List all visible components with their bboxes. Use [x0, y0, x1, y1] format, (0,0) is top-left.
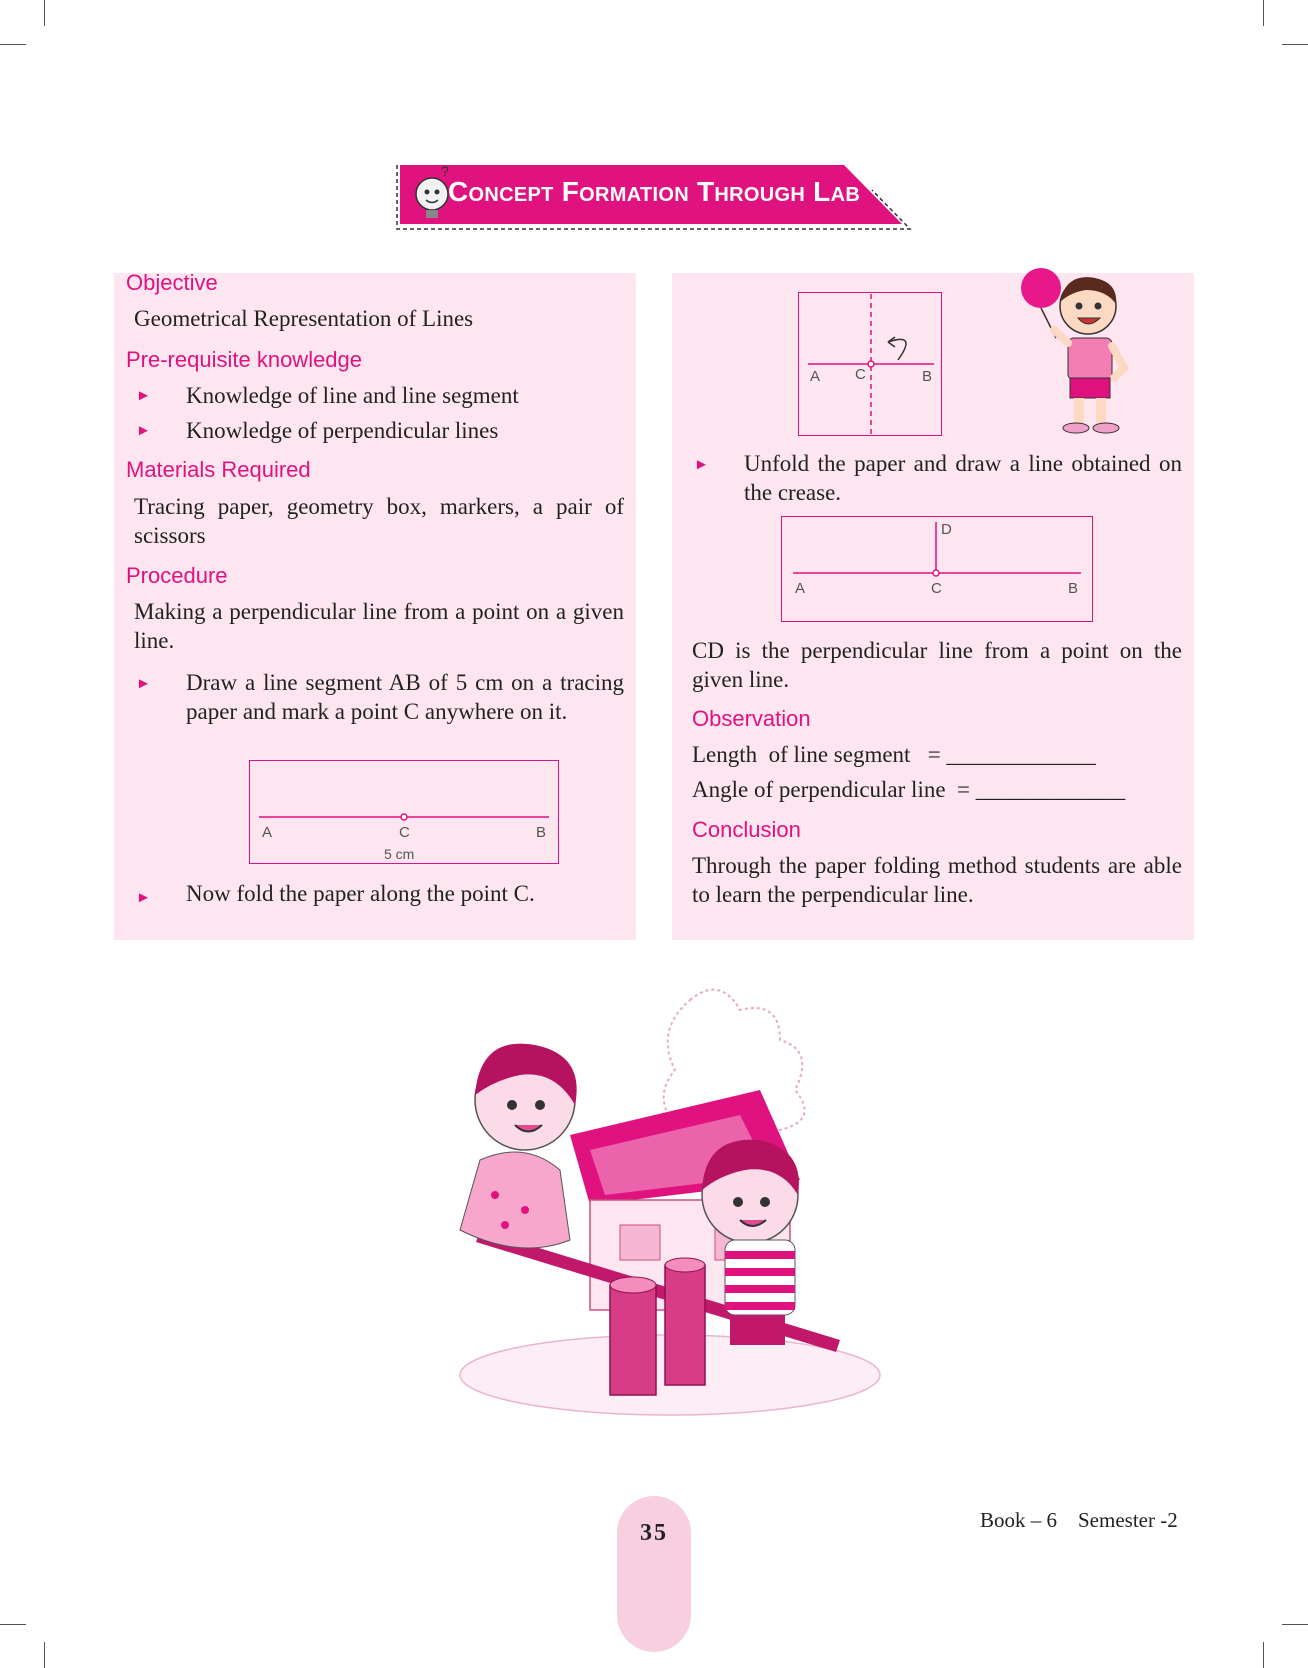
step-2-text: Now fold the paper along the point C.	[186, 881, 535, 906]
crop-mark	[0, 1624, 26, 1625]
procedure-intro: Making a perpendicular line from a point on a given line.	[134, 599, 624, 653]
step-3-text: Unfold the paper and draw a line obtained on the crease.	[744, 451, 1182, 505]
observation-line-2: Angle of perpendicular line = _____________	[692, 777, 1126, 802]
procedure-heading: Procedure	[126, 563, 228, 588]
label-a: A	[262, 824, 273, 841]
book-info: Book – 6 Semester -2	[980, 1508, 1178, 1532]
fold-diagram-lines	[798, 292, 942, 436]
materials-text: Tracing paper, geometry box, markers, a pair of scissors	[134, 494, 624, 548]
label-c: C	[855, 366, 866, 383]
materials-heading: Materials Required	[126, 457, 311, 482]
cd-text: CD is the perpendicular line from a point on the given line.	[692, 638, 1182, 692]
prereq-heading: Pre-requisite knowledge	[126, 347, 363, 372]
label-c: C	[399, 824, 410, 841]
crop-mark	[0, 44, 26, 45]
page-number: 35	[640, 1520, 668, 1546]
prereq-item: Knowledge of line and line segment	[186, 383, 519, 408]
label-d: D	[941, 521, 952, 538]
conclusion-text: Through the paper folding method students are able to learn the perpendicular line.	[692, 853, 1182, 907]
observation-line-1: Length of line segment = _____________	[692, 742, 1096, 767]
section-banner	[396, 164, 912, 230]
crop-mark	[1263, 0, 1264, 26]
crop-mark	[1282, 1624, 1308, 1625]
crop-mark	[44, 0, 45, 26]
fold-arrow-icon	[888, 337, 906, 360]
objective-text: Geometrical Representation of Lines	[134, 306, 474, 331]
label-b: B	[922, 368, 933, 385]
crop-mark	[44, 1642, 45, 1668]
step-1-text: Draw a line segment AB of 5 cm on a tracing paper and mark a point C anywhere on it.	[186, 670, 624, 724]
bullet-icon: ►	[136, 423, 151, 439]
boy-with-balloon-illustration	[1016, 268, 1136, 438]
svg-text:?: ?	[441, 163, 449, 179]
label-b: B	[1068, 580, 1079, 597]
label-b: B	[536, 824, 547, 841]
bullet-icon: ►	[136, 890, 151, 906]
bullet-icon: ►	[694, 457, 709, 473]
bullet-icon: ►	[136, 388, 151, 404]
label-a: A	[795, 580, 806, 597]
measure-label: 5 cm	[384, 846, 415, 862]
crop-mark	[1263, 1642, 1264, 1668]
observation-heading: Observation	[692, 706, 811, 731]
crop-mark	[1282, 44, 1308, 45]
label-c: C	[931, 580, 942, 597]
kids-seesaw-illustration	[440, 980, 880, 1440]
conclusion-heading: Conclusion	[692, 817, 801, 842]
bullet-icon: ►	[136, 676, 151, 692]
banner-title: Concept Formation Through Lab	[448, 176, 861, 207]
label-a: A	[810, 368, 821, 385]
perpendicular-lines	[781, 516, 1093, 622]
prereq-item: Knowledge of perpendicular lines	[186, 418, 499, 443]
objective-heading: Objective	[126, 270, 218, 295]
